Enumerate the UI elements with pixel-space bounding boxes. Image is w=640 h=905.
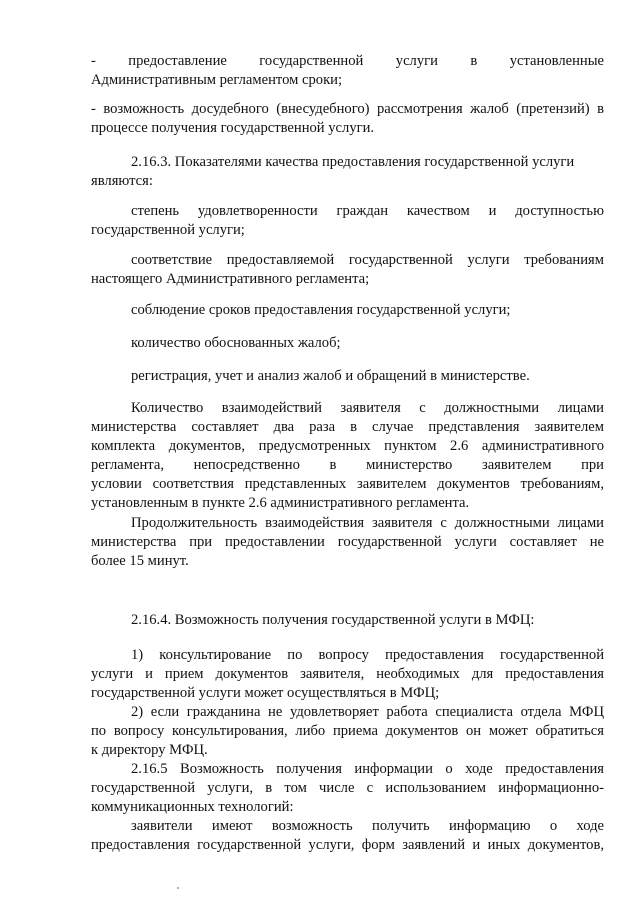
text-line: - предоставление государственной услуги в установленные xyxy=(91,53,604,69)
text-line: - возможность досудебного (внесудебного) рассмотрения жалоб (претензий) в xyxy=(91,101,604,117)
text-line: регистрация, учет и анализ жалоб и обращений в министерстве. xyxy=(131,368,530,384)
paragraph-consulting xyxy=(91,646,604,703)
text-line: соблюдение сроков предоставления государственной услуги; xyxy=(131,302,511,318)
text-line: установленным в пункте 2.6 административного регламента. xyxy=(91,495,470,511)
paragraph-quality-indicators xyxy=(91,153,604,191)
text-line: 2.16.5 Возможность получения информации о ходе предоставления xyxy=(131,761,604,777)
text-line: являются: xyxy=(91,173,153,189)
text-line: Административным регламентом сроки; xyxy=(91,72,343,88)
section-heading-mfc xyxy=(91,611,604,630)
text-line: более 15 минут. xyxy=(91,553,189,569)
paragraph-interactions-count xyxy=(91,399,604,513)
text-line: 2.16.4. Возможность получения государственной услуги в МФЦ: xyxy=(131,612,535,628)
paragraph-director-appeal xyxy=(91,703,604,760)
paragraph-deadlines-observance xyxy=(91,301,604,320)
text-line: министерства составляет два раза в случае представления заявителем xyxy=(91,419,604,435)
text-line: государственной услуги; xyxy=(91,222,245,238)
paragraph-pretrial-appeal xyxy=(91,100,604,138)
text-line: Количество взаимодействий заявителя с должностными лицами xyxy=(131,400,604,416)
text-line: регламента, непосредственно в министерство заявителем при xyxy=(91,457,604,473)
paragraph-deadlines xyxy=(91,52,604,90)
paragraph-justified-complaints xyxy=(91,334,604,353)
paragraph-progress-info xyxy=(91,760,604,817)
text-line: степень удовлетворенности граждан качеством и доступностью xyxy=(131,203,604,219)
text-line: комплекта документов, предусмотренных пунктом 2.6 административного xyxy=(91,438,604,454)
text-line: по вопросу консультирования, либо приема документов он может обратиться xyxy=(91,723,604,739)
paragraph-interaction-duration xyxy=(91,514,604,571)
text-line: услуги и прием документов заявителя, необходимых для предоставления xyxy=(91,666,604,682)
text-line: государственной услуги, в том числе с использованием информационно- xyxy=(91,780,604,796)
paragraph-compliance xyxy=(91,251,604,289)
text-line: 2.16.3. Показателями качества предоставления государственной услуги xyxy=(131,154,575,170)
text-line: Продолжительность взаимодействия заявителя с должностными лицами xyxy=(131,515,604,531)
text-line: коммуникационных технологий: xyxy=(91,799,294,815)
text-line: государственной услуги может осуществляться в МФЦ; xyxy=(91,685,440,701)
text-line: настоящего Административного регламента; xyxy=(91,271,370,287)
text-line: 1) консультирование по вопросу предоставления государственной xyxy=(131,647,604,663)
text-line: заявители имеют возможность получить информацию о ходе xyxy=(131,818,604,834)
text-line: соответствие предоставляемой государственной услуги требованиям xyxy=(131,252,604,268)
paragraph-applicants xyxy=(91,817,604,855)
scan-speck xyxy=(177,887,179,889)
text-line: количество обоснованных жалоб; xyxy=(131,335,341,351)
text-line: министерства при предоставлении государственной услуги составляет не xyxy=(91,534,604,550)
text-line: 2) если гражданина не удовлетворяет работа специалиста отдела МФЦ xyxy=(131,704,604,720)
paragraph-registration xyxy=(91,367,604,386)
text-line: процессе получения государственной услуги. xyxy=(91,120,375,136)
text-line: условии соответствия представленных заявителем документов требованиям, xyxy=(91,476,604,492)
text-line: к директору МФЦ. xyxy=(91,742,208,758)
text-line: предоставления государственной услуги, форм заявлений и иных документов, xyxy=(91,837,604,853)
paragraph-satisfaction xyxy=(91,202,604,240)
